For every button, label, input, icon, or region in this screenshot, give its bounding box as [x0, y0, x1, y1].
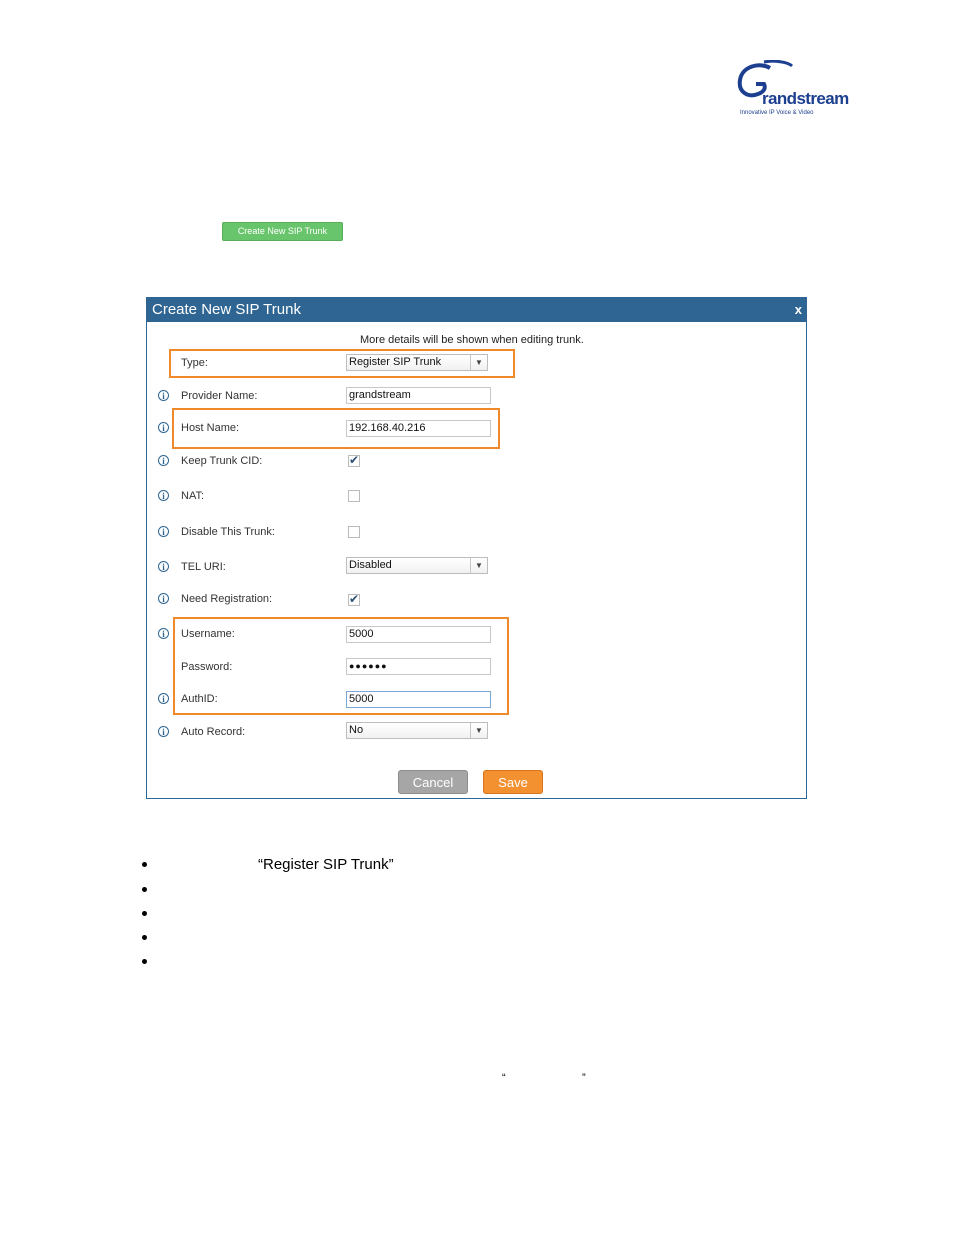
dialog-header [147, 298, 806, 322]
username-input[interactable]: 5000 [346, 626, 491, 643]
info-icon[interactable]: i [158, 561, 169, 572]
info-icon[interactable]: i [158, 628, 169, 639]
tel-uri-label: TEL URI: [181, 561, 226, 573]
type-value: Register SIP Trunk [349, 356, 442, 368]
info-icon[interactable]: i [158, 490, 169, 501]
host-name-input[interactable]: 192.168.40.216 [346, 420, 491, 437]
bullet-text-register-sip-trunk: “Register SIP Trunk” [258, 856, 394, 873]
info-icon[interactable]: i [158, 726, 169, 737]
cancel-button[interactable]: Cancel [398, 770, 468, 794]
info-icon[interactable]: i [158, 390, 169, 401]
auto-record-label: Auto Record: [181, 726, 246, 738]
password-label: Password: [181, 661, 233, 673]
type-select[interactable] [346, 354, 488, 371]
bullet-marker [142, 935, 147, 940]
save-button[interactable]: Save [483, 770, 543, 794]
auto-record-select[interactable] [346, 722, 488, 739]
nat-label: NAT: [181, 490, 205, 502]
info-icon[interactable]: i [158, 526, 169, 537]
tel-uri-value: Disabled [349, 559, 392, 571]
keep-trunk-cid-checkbox[interactable] [348, 455, 360, 467]
provider-name-label: Provider Name: [181, 390, 258, 402]
dropdown-arrow-icon: ▼ [470, 723, 487, 738]
bullet-marker [142, 887, 147, 892]
logo-wordmark: randstream [762, 89, 849, 108]
disable-trunk-checkbox[interactable] [348, 526, 360, 538]
auto-record-value: No [349, 724, 364, 736]
need-registration-checkbox[interactable] [348, 594, 360, 606]
grandstream-logo [734, 60, 849, 120]
nat-checkbox[interactable] [348, 490, 360, 502]
authid-label: AuthID: [181, 693, 218, 705]
open-quote: “ [502, 1072, 506, 1084]
info-icon[interactable]: i [158, 693, 169, 704]
type-label: Type: [181, 357, 208, 369]
username-label: Username: [181, 628, 235, 640]
bullet-marker [142, 862, 147, 867]
close-quote: ” [582, 1072, 586, 1084]
authid-input[interactable]: 5000 [346, 691, 491, 708]
host-name-label: Host Name: [181, 422, 240, 434]
info-icon[interactable]: i [158, 422, 169, 433]
need-registration-label: Need Registration: [181, 593, 273, 605]
dialog-note: More details will be shown when editing trunk. [360, 334, 584, 346]
close-icon[interactable]: x [794, 302, 802, 317]
disable-trunk-label: Disable This Trunk: [181, 526, 275, 538]
dropdown-arrow-icon: ▼ [470, 355, 487, 370]
password-input[interactable]: ●●●●●● [346, 658, 491, 675]
tel-uri-select[interactable] [346, 557, 488, 574]
provider-name-input[interactable]: grandstream [346, 387, 491, 404]
info-icon[interactable]: i [158, 593, 169, 604]
dialog-title: Create New SIP Trunk [152, 301, 301, 318]
dropdown-arrow-icon: ▼ [470, 558, 487, 573]
keep-trunk-cid-label: Keep Trunk CID: [181, 455, 263, 467]
info-icon[interactable]: i [158, 455, 169, 466]
create-new-sip-trunk-button[interactable]: Create New SIP Trunk [222, 222, 343, 241]
logo-tagline: Innovative IP Voice & Video [740, 110, 814, 116]
bullet-marker [142, 959, 147, 964]
bullet-marker [142, 911, 147, 916]
